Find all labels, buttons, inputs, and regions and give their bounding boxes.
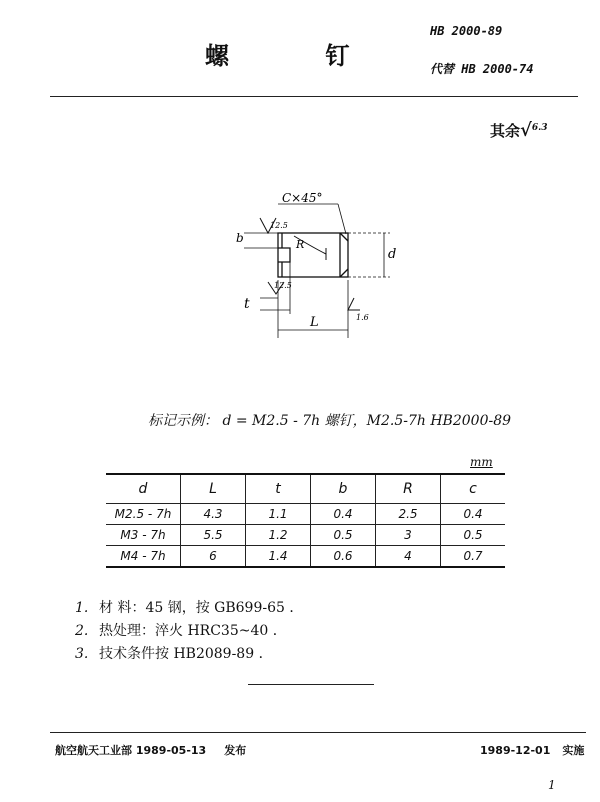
roughness-top-value: 12.5 [270, 221, 288, 230]
cell-t: 1.1 [246, 504, 311, 525]
cell-b: 0.6 [311, 546, 376, 568]
table-row [106, 504, 505, 525]
roughness-side-value: 12.5 [274, 281, 292, 290]
col-header-b: b [311, 474, 376, 504]
cell-b: 0.5 [311, 525, 376, 546]
table-header-row [106, 474, 505, 504]
cell-t: 1.4 [246, 546, 311, 568]
table-row [106, 525, 505, 546]
cell-R: 2.5 [376, 504, 441, 525]
note-text: 材 料：45 钢，按 GB699-65 ． [99, 600, 304, 616]
cell-d: M4 - 7h [106, 546, 181, 568]
roughness-label: 其余 [490, 122, 521, 140]
footer-divider [50, 732, 586, 733]
footer-effective [480, 742, 584, 758]
note-item [75, 597, 303, 620]
cell-c: 0.7 [441, 546, 506, 568]
note-number: 3. [75, 646, 89, 662]
d-label: d [388, 247, 397, 262]
cell-L: 4.3 [181, 504, 246, 525]
cell-R: 4 [376, 546, 441, 568]
col-header-L: L [181, 474, 246, 504]
col-header-d: d [106, 474, 181, 504]
L-label: L [310, 315, 319, 330]
cell-R: 3 [376, 525, 441, 546]
slot [278, 248, 290, 262]
note-text: 热处理：淬火 HRC35~40 ． [99, 623, 287, 639]
b-label: b [236, 231, 244, 245]
cell-c: 0.5 [441, 525, 506, 546]
roughness-end-value: 1.6 [356, 313, 369, 322]
cell-t: 1.2 [246, 525, 311, 546]
note-item [75, 620, 303, 643]
chamfer-label: C×45° [282, 191, 323, 205]
footer-issuer [55, 742, 246, 758]
cell-L: 5.5 [181, 525, 246, 546]
col-header-R: R [376, 474, 441, 504]
marking-example: 标记示例： d = M2.5 - 7h 螺钉，M2.5-7h HB2000-89 [148, 413, 512, 429]
standard-number: HB 2000-89 [430, 24, 503, 38]
dimensions-table [106, 473, 505, 568]
cell-d: M2.5 - 7h [106, 504, 181, 525]
issuer-text: 航空航天工业部 1989-05-13 [55, 744, 207, 757]
note-number: 1. [75, 600, 89, 616]
cell-L: 6 [181, 546, 246, 568]
effective-date: 1989-12-01 [480, 744, 551, 757]
t-label: t [244, 296, 250, 312]
header-divider [50, 96, 578, 97]
screw-body [278, 233, 348, 277]
cell-b: 0.4 [311, 504, 376, 525]
radius-label: R [296, 238, 305, 251]
col-header-c: c [441, 474, 506, 504]
technical-notes [75, 597, 303, 666]
note-item [75, 643, 303, 666]
note-text: 技术条件按 HB2089-89 ． [99, 646, 273, 662]
issue-word: 发布 [224, 744, 247, 757]
end-divider [248, 684, 374, 685]
roughness-value: 6.3 [531, 123, 548, 133]
screw-drawing [230, 190, 410, 350]
col-header-t: t [246, 474, 311, 504]
unit-label: mm [470, 455, 493, 469]
page-number: 1 [548, 778, 556, 792]
note-number: 2. [75, 623, 89, 639]
general-roughness-note [490, 120, 548, 141]
effective-word: 实施 [562, 744, 585, 757]
cell-d: M3 - 7h [106, 525, 181, 546]
document-title: 螺 钉 [205, 41, 394, 70]
replaces-standard: 代替 HB 2000-74 [430, 62, 534, 76]
roughness-symbol-icon: √ [520, 120, 532, 141]
cell-c: 0.4 [441, 504, 506, 525]
table-row [106, 546, 505, 568]
